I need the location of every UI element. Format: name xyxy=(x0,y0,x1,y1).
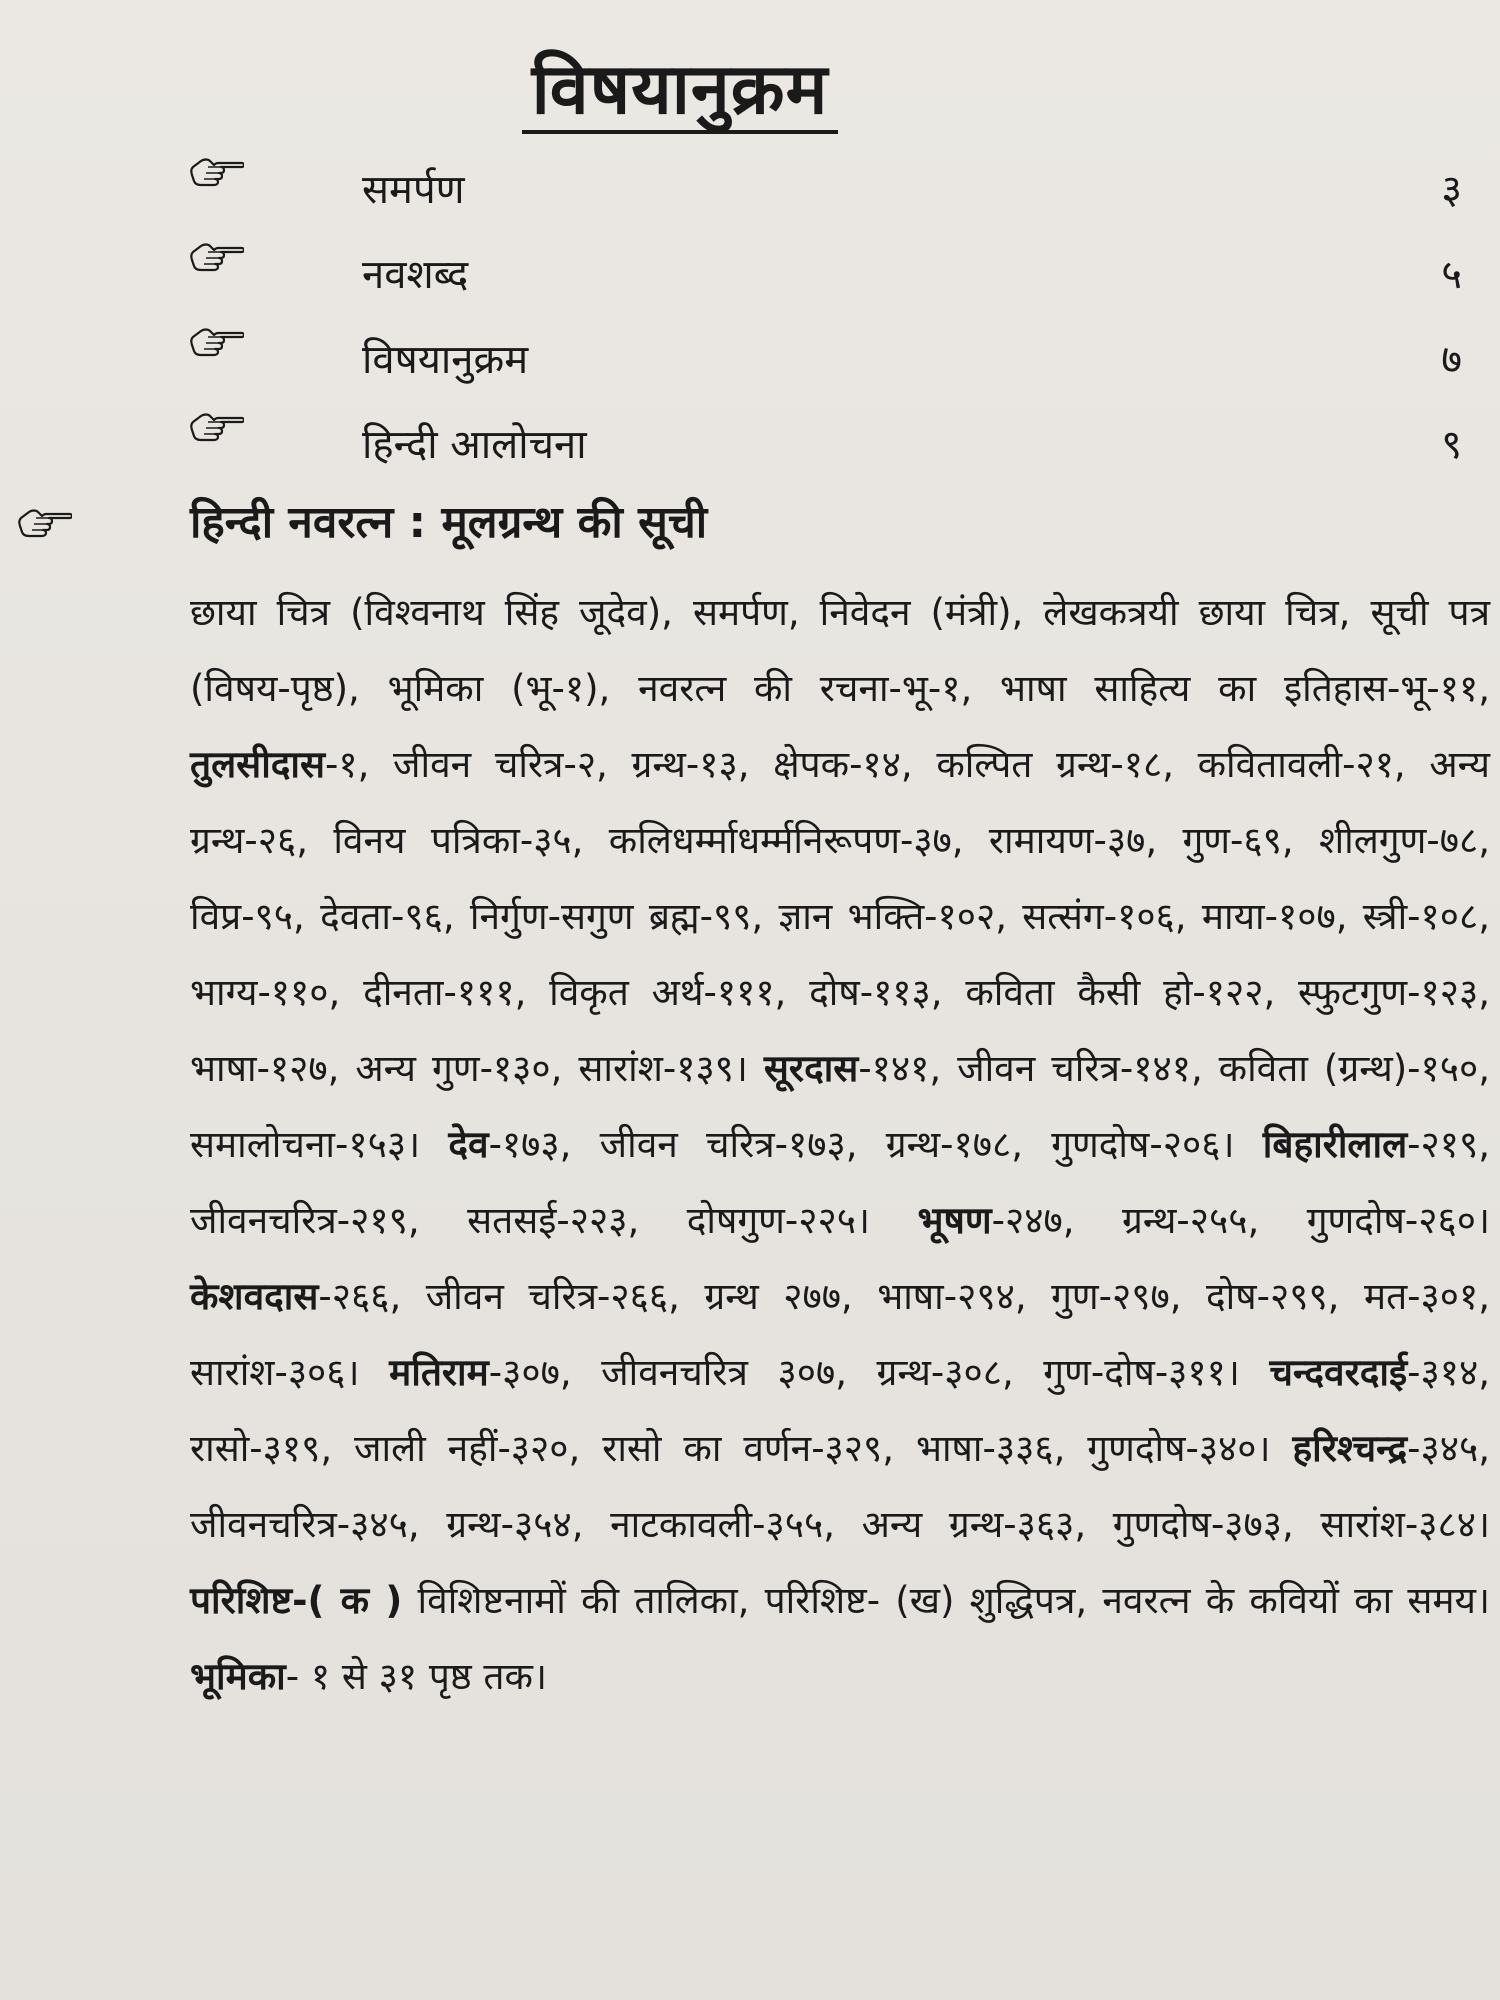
pointing-hand-icon xyxy=(190,242,244,272)
pointing-hand-icon xyxy=(190,327,244,357)
poet-name: मतिराम xyxy=(389,1351,489,1394)
toc-entry-vishayanukram xyxy=(0,325,1500,395)
toc-entry-label: विषयानुक्रम xyxy=(362,337,529,383)
page-title: विषयानुक्रम xyxy=(522,48,839,134)
toc-entry-samarpan xyxy=(0,155,1500,225)
section-heading-row xyxy=(0,488,1500,558)
poet-name: भूमिका xyxy=(190,1655,286,1698)
poet-name: सूरदास xyxy=(763,1047,859,1090)
poet-name: बिहारीलाल xyxy=(1262,1123,1408,1166)
page-title-wrap xyxy=(0,44,1500,134)
toc-entry-page: ७ xyxy=(1441,337,1462,383)
toc-entry-hindi-alochana xyxy=(0,410,1500,480)
toc-entry-page: ३ xyxy=(1441,167,1462,213)
toc-entry-page: ९ xyxy=(1441,422,1462,468)
toc-entry-navshabd xyxy=(0,240,1500,310)
contents-text-run: -१४१, जीवन चरित्र-१४१, कविता (ग्रन्थ)-१५०, समालोचना-१५३। xyxy=(190,1047,1490,1166)
contents-paragraph xyxy=(190,575,1490,1715)
contents-text-run: -२६६, जीवन चरित्र-२६६, ग्रन्थ २७७, भाषा-२९४, गुण-२९७, दोष-२९९, मत-३०१, सारांश-३०६। xyxy=(190,1275,1490,1394)
contents-text-run: - १ से ३१ पृष्ठ तक। xyxy=(285,1655,547,1698)
toc-entry-page: ५ xyxy=(1441,252,1462,298)
poet-name: भूषण xyxy=(917,1199,992,1242)
contents-text-run: -३४५, जीवनचरित्र-३४५, ग्रन्थ-३५४, नाटकावली-३५५, अन्य ग्रन्थ-३६३, गुणदोष-३७३, सारांश-३८४। xyxy=(190,1427,1490,1546)
contents-text-run: छाया चित्र (विश्वनाथ सिंह जूदेव), समर्पण, निवेदन (मंत्री), लेखकत्रयी छाया चित्र, सूची पत्र (विषय-पृष्ठ), भूमिका (भू-१), नवरत्न की रचना-भू-१, भाषा साहित्य का इतिहास-भू-११, xyxy=(190,591,1490,710)
section-heading: हिन्दी नवरत्न : मूलग्रन्थ की सूची xyxy=(190,497,708,548)
poet-name: केशवदास xyxy=(190,1275,319,1318)
pointing-hand-icon xyxy=(18,508,72,538)
poet-name: परिशिष्ट-( क ) xyxy=(190,1579,403,1622)
contents-text-run: -३१४, रासो-३१९, जाली नहीं-३२०, रासो का वर्णन-३२९, भाषा-३३६, गुणदोष-३४०। xyxy=(190,1351,1491,1470)
contents-text-run: -१, जीवन चरित्र-२, ग्रन्थ-१३, क्षेपक-१४, कल्पित ग्रन्थ-१८, कवितावली-२१, अन्य ग्रन्थ-२६, विनय पत्रिका-३५, कलिधर्म्माधर्म्मनिरूपण-३७, रामायण-३७, गुण-६९, शीलगुण-७८, विप्र-९५, देवता-९६, निर्गुण-सगुण ब्रह्म-९९, ज्ञान भक्ति-१०२, सत्संग-१०६, माया-१०७, स्त्री-१०८, भाग्य-११०, दीनता-१११, विकृत अर्थ-१११, दोष-११३, कविता कैसी हो-१२२, स्फुटगुण-१२३, भाषा-१२७, अन्य गुण-१३०, सारांश-१३९। xyxy=(190,743,1490,1090)
contents-text-run: -२१९, जीवनचरित्र-२१९, सतसई-२२३, दोषगुण-२२५। xyxy=(190,1123,1491,1242)
poet-name: चन्दवरदाई xyxy=(1269,1351,1408,1394)
poet-name: तुलसीदास xyxy=(190,743,326,786)
contents-text-run: विशिष्टनामों की तालिका, परिशिष्ट- (ख) शुद्धिपत्र, नवरत्न के कवियों का समय। xyxy=(402,1579,1490,1622)
contents-text-run: -३०७, जीवनचरित्र ३०७, ग्रन्थ-३०८, गुण-दोष-३११। xyxy=(488,1351,1270,1394)
contents-text-run: -२४७, ग्रन्थ-२५५, गुणदोष-२६०। xyxy=(991,1199,1490,1242)
poet-name: हरिश्चन्द्र xyxy=(1292,1427,1408,1470)
contents-text-run: -१७३, जीवन चरित्र-१७३, ग्रन्थ-१७८, गुणदोष-२०६। xyxy=(488,1123,1263,1166)
pointing-hand-icon xyxy=(190,157,244,187)
toc-entry-label: समर्पण xyxy=(362,167,465,213)
toc-entry-label: हिन्दी आलोचना xyxy=(362,422,587,468)
toc-entry-label: नवशब्द xyxy=(362,252,469,298)
pointing-hand-icon xyxy=(190,412,244,442)
poet-name: देव xyxy=(448,1123,489,1166)
